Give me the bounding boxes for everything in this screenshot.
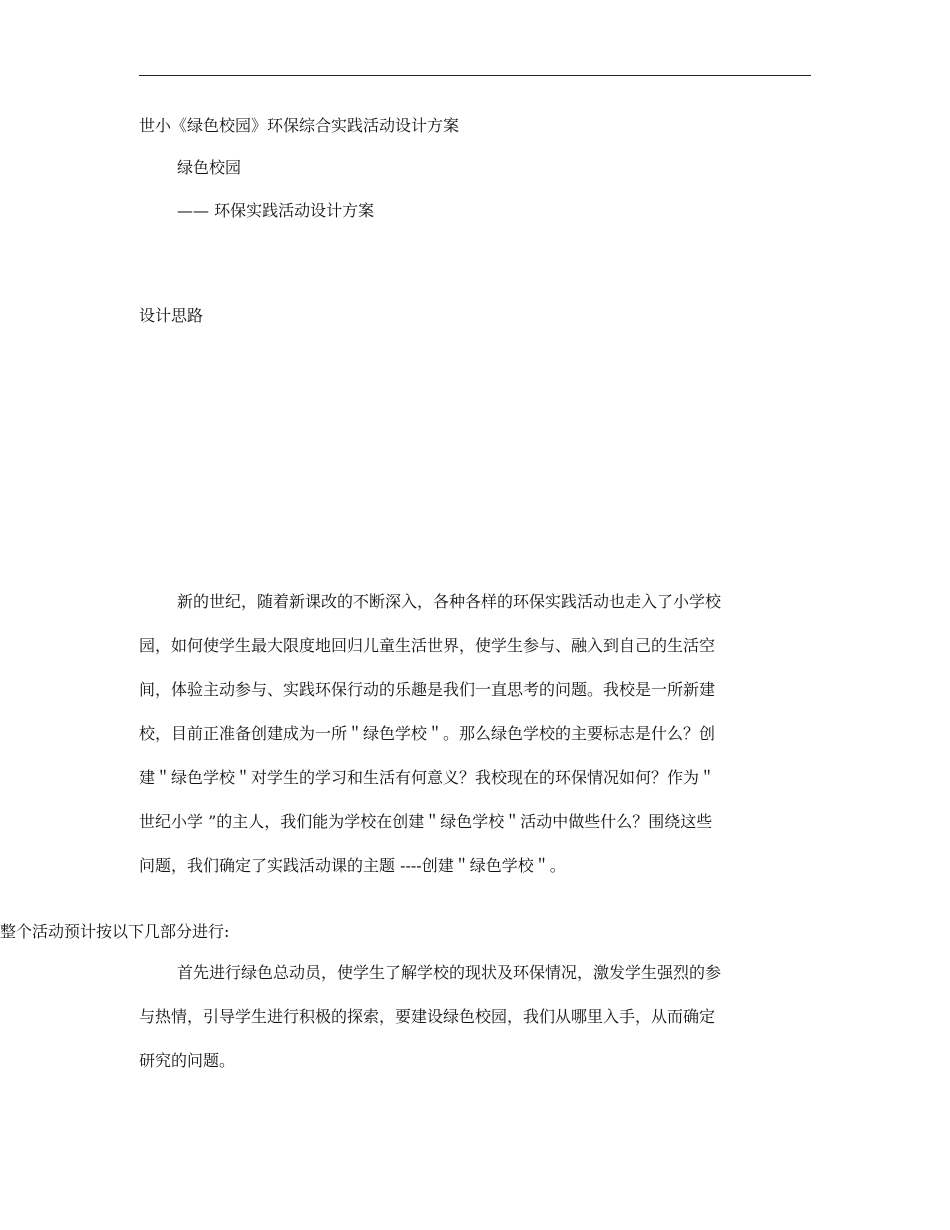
paragraph-first-step: [139, 963, 779, 1095]
document-subtitle-secondary: —— 环保实践活动设计方案: [177, 201, 375, 220]
paragraph-design-idea: [139, 592, 779, 900]
paragraph-line: 世纪小学 ”的主人，我们能为学校在创建＂绿色学校＂活动中做些什么？围绕这些: [139, 812, 713, 831]
paragraph-line: 间，体验主动参与、实践环保行动的乐趣是我们一直思考的问题。我校是一所新建: [139, 680, 716, 699]
paragraph-line: 新的世纪，随着新课改的不断深入，各种各样的环保实践活动也走入了小学校: [177, 592, 722, 611]
header-rule: [139, 75, 811, 76]
paragraph-line: 首先进行绿色总动员，使学生了解学校的现状及环保情况，激发学生强烈的参: [177, 963, 722, 982]
document-subtitle-main: 绿色校园: [177, 158, 242, 177]
paragraph-line: 建＂绿色学校＂对学生的学习和生活有何意义？我校现在的环保情况如何？作为＂: [139, 768, 716, 787]
paragraph-line: 园，如何使学生最大限度地回归儿童生活世界，使学生参与、融入到自己的生活空: [139, 636, 716, 655]
paragraph-line: 与热情，引导学生进行积极的探索，要建设绿色校园，我们从哪里入手，从而确定: [139, 1007, 716, 1026]
paragraph-line: 校，目前正准备创建成为一所＂绿色学校＂。那么绿色学校的主要标志是什么？创: [139, 724, 716, 743]
section-heading-design-idea: 设计思路: [139, 306, 204, 325]
paragraph-activity-plan-lead: 整个活动预计按以下几部分进行:: [0, 922, 230, 941]
paragraph-line: 问题，我们确定了实践活动课的主题 ----创建＂绿色学校＂。: [139, 856, 566, 875]
paragraph-line: 研究的问题。: [139, 1051, 236, 1070]
document-title: 世小《绿色校园》环保综合实践活动设计方案: [139, 116, 460, 135]
